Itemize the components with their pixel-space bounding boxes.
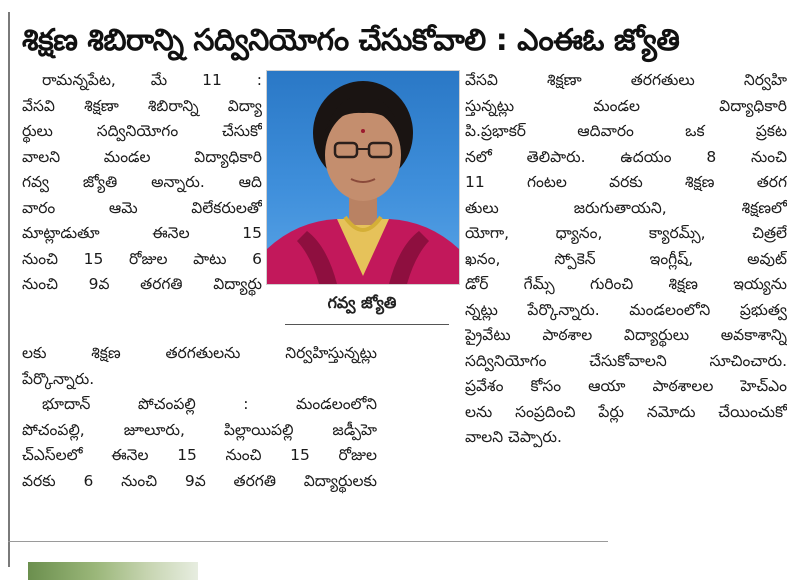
text-line: పేర్కొన్నారు. bbox=[22, 369, 95, 388]
text-line: తులు జరుగుతాయని, శిక్షణలో bbox=[465, 198, 787, 217]
text-line: మాట్లాడుతూ ఈనెల 15 bbox=[22, 224, 262, 242]
section-divider bbox=[8, 541, 608, 542]
text-line: భూదాన్ పోచంపల్లి : మండలంలోని bbox=[42, 395, 377, 413]
text-line: ఖనం, స్పోకెన్ ఇంగ్లీష్, అవుట్ bbox=[465, 249, 787, 268]
text-line: వేసవి శిక్షణా శిబిరాన్ని విద్యా bbox=[22, 96, 262, 115]
text-line: వరకు 6 నుంచి 9వ తరగతి విద్యార్థులకు bbox=[22, 471, 377, 490]
article-headline: శిక్షణ శిబిరాన్ని సద్వినియోగం చేసుకోవాలి : ఎంఈఓ జ్యోతి bbox=[22, 23, 680, 58]
article-column-left-top bbox=[22, 68, 262, 298]
article-column-right bbox=[465, 68, 787, 451]
text-line: రామన్నపేట, మే 11 : bbox=[42, 71, 262, 89]
text-line: ప్రవేశం కోసం ఆయా పాఠశాలల హెచ్ఎం bbox=[465, 377, 787, 395]
text-line: వాలని చెప్పారు. bbox=[465, 428, 562, 446]
reporter-photo bbox=[266, 70, 460, 285]
text-line: గవ్వ జ్యోతి అన్నారు. ఆది bbox=[22, 173, 262, 191]
text-line: నుంచి 9వ తరగతి విద్యార్థు bbox=[22, 275, 262, 293]
text-line: వేసవి శిక్షణా తరగతులు నిర్వహి bbox=[465, 71, 787, 89]
column-border-line bbox=[8, 12, 10, 567]
text-line: పోచంపల్లి, జూలూరు, పిల్లాయిపల్లి జడ్పీహె bbox=[22, 420, 377, 439]
text-line: ప్రైవేటు పాఠశాల విద్యార్థులు అవకాశాన్ని bbox=[465, 326, 787, 344]
text-line: సద్వినియోగం చేసుకోవాలని సూచించారు. bbox=[465, 351, 787, 370]
text-line: లను సంప్రదించి పేర్లు నమోదు చేయించుకో bbox=[465, 402, 787, 421]
text-line: ర్థులు సద్వినియోగం చేసుకో bbox=[22, 122, 262, 140]
text-line: లకు శిక్షణ తరగతులను నిర్వహిస్తున్నట్లు bbox=[22, 344, 377, 362]
text-line: చ్ఎస్‌లలో ఈనెల 15 నుంచి 15 రోజుల bbox=[22, 446, 377, 464]
next-article-photo-fragment bbox=[28, 562, 198, 580]
woman-portrait-icon bbox=[267, 71, 459, 284]
text-line: 11 గంటల వరకు శిక్షణ తరగ bbox=[465, 173, 787, 191]
text-line: నలో తెలిపారు. ఉదయం 8 నుంచి bbox=[465, 147, 787, 166]
text-line: యోగా, ధ్యానం, క్యారమ్స్, చిత్రలే bbox=[465, 224, 787, 242]
article-column-left-bottom bbox=[22, 341, 377, 494]
text-line: నుంచి 15 రోజుల పాటు 6 bbox=[22, 249, 262, 268]
text-line: పి.ప్రభాకర్ ఆదివారం ఒక ప్రకట bbox=[465, 122, 787, 140]
photo-caption: గవ్వ జ్యోతి bbox=[327, 293, 397, 312]
text-line: డోర్ గేమ్స్ గురించి శిక్షణ ఇయ్యను bbox=[465, 275, 787, 293]
text-line: న్నట్లు పేర్కొన్నారు. మండలంలోని ప్రభుత్వ bbox=[465, 300, 787, 319]
text-line: వాలని మండల విద్యాధికారి bbox=[22, 147, 262, 166]
text-line: స్తున్నట్లు మండల విద్యాధికారి bbox=[465, 96, 787, 115]
text-line: వారం ఆమె విలేకరులతో bbox=[22, 198, 262, 217]
caption-divider bbox=[285, 324, 449, 325]
